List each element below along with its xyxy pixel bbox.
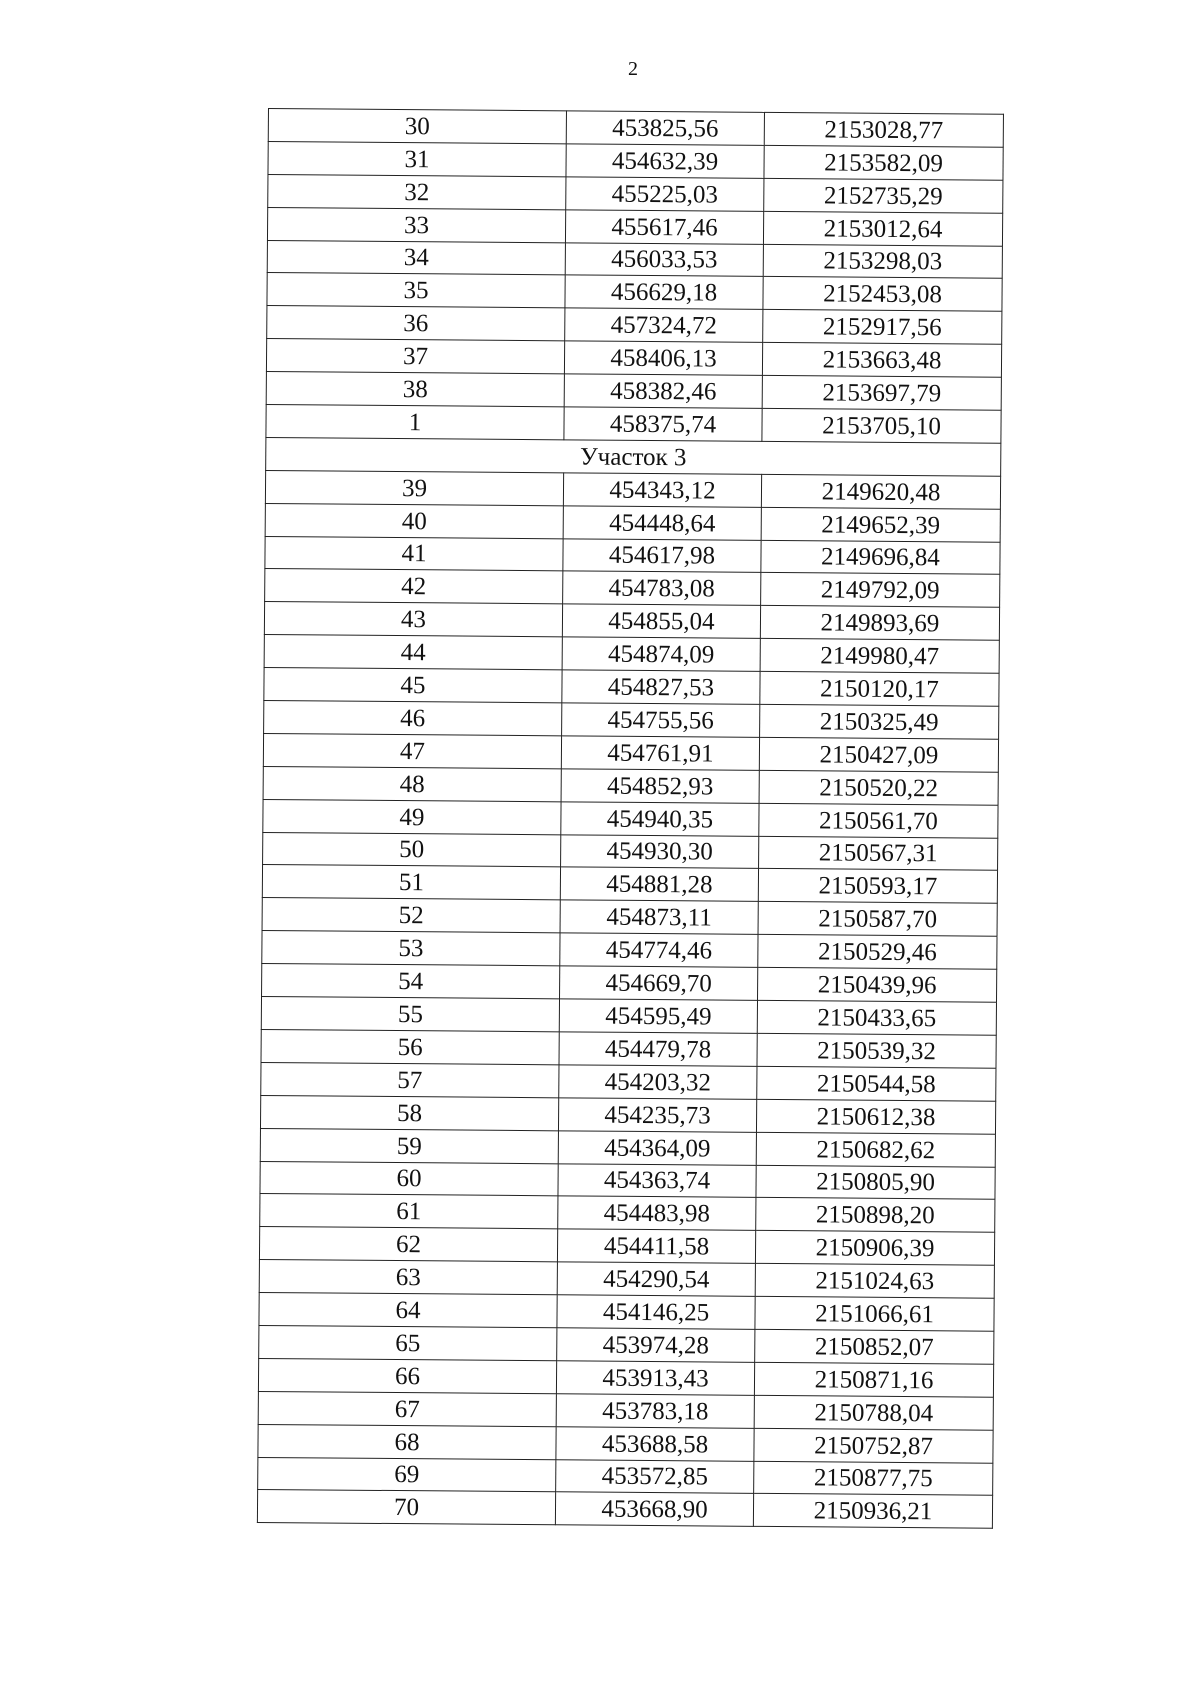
point-number-cell: 61 [260,1194,558,1229]
x-coordinate-cell: 454235,73 [558,1098,756,1132]
x-coordinate-cell: 455617,46 [565,210,763,244]
point-number-cell: 31 [268,141,566,176]
y-coordinate-cell: 2150906,39 [755,1231,994,1266]
y-coordinate-cell: 2150805,90 [756,1165,995,1200]
y-coordinate-cell: 2149792,09 [761,573,1000,608]
y-coordinate-cell: 2149652,39 [761,507,1000,542]
x-coordinate-cell: 453688,58 [556,1426,754,1460]
point-number-cell: 45 [264,668,562,703]
y-coordinate-cell: 2153582,09 [764,145,1003,180]
y-coordinate-cell: 2150427,09 [759,737,998,772]
y-coordinate-cell: 2151066,61 [755,1296,994,1331]
x-coordinate-cell: 454632,39 [566,144,764,178]
x-coordinate-cell: 454669,70 [560,966,758,1000]
y-coordinate-cell: 2149980,47 [760,639,999,674]
y-coordinate-cell: 2150788,04 [754,1395,993,1430]
y-coordinate-cell: 2153012,64 [763,211,1002,246]
point-number-cell: 32 [268,174,566,209]
x-coordinate-cell: 454364,09 [558,1130,756,1164]
y-coordinate-cell: 2153298,03 [763,244,1002,279]
point-number-cell: 66 [258,1358,556,1393]
y-coordinate-cell: 2150529,46 [758,935,997,970]
point-number-cell: 64 [259,1293,557,1328]
x-coordinate-cell: 454363,74 [558,1163,756,1197]
y-coordinate-cell: 2150120,17 [760,672,999,707]
point-number-cell: 52 [262,898,560,933]
y-coordinate-cell: 2153028,77 [764,112,1003,147]
x-coordinate-cell: 453974,28 [557,1328,755,1362]
y-coordinate-cell: 2152453,08 [763,277,1002,312]
point-number-cell: 51 [262,865,560,900]
x-coordinate-cell: 457324,72 [565,308,763,342]
y-coordinate-cell: 2151024,63 [755,1264,994,1299]
page-number: 2 [628,58,638,80]
point-number-cell: 55 [261,997,559,1032]
x-coordinate-cell: 458406,13 [564,341,762,375]
point-number-cell: 62 [259,1227,557,1262]
point-number-cell: 58 [260,1095,558,1130]
point-number-cell: 56 [261,1029,559,1064]
x-coordinate-cell: 454483,98 [558,1196,756,1230]
y-coordinate-cell: 2152917,56 [763,310,1002,345]
point-number-cell: 47 [263,733,561,768]
point-number-cell: 67 [258,1391,556,1426]
y-coordinate-cell: 2153663,48 [762,343,1001,378]
y-coordinate-cell: 2153705,10 [762,408,1001,443]
y-coordinate-cell: 2150612,38 [756,1099,995,1134]
x-coordinate-cell: 453913,43 [556,1361,754,1395]
point-number-cell: 39 [265,470,563,505]
y-coordinate-cell: 2150593,17 [758,869,997,904]
y-coordinate-cell: 2149620,48 [761,474,1000,509]
x-coordinate-cell: 454855,04 [562,604,760,638]
x-coordinate-cell: 454873,11 [560,900,758,934]
y-coordinate-cell: 2150325,49 [760,704,999,739]
x-coordinate-cell: 454595,49 [559,999,757,1033]
coordinates-table [257,108,1004,1529]
point-number-cell: 59 [260,1128,558,1163]
point-number-cell: 38 [266,372,564,407]
x-coordinate-cell: 454774,46 [560,933,758,967]
x-coordinate-cell: 453572,85 [556,1459,754,1493]
point-number-cell: 70 [257,1490,555,1525]
y-coordinate-cell: 2149893,69 [760,606,999,641]
point-number-cell: 53 [262,931,560,966]
y-coordinate-cell: 2150752,87 [754,1428,993,1463]
x-coordinate-cell: 454617,98 [563,538,761,572]
x-coordinate-cell: 453783,18 [556,1394,754,1428]
point-number-cell: 57 [261,1062,559,1097]
y-coordinate-cell: 2150852,07 [755,1329,994,1364]
x-coordinate-cell: 454940,35 [561,802,759,836]
point-number-cell: 68 [258,1424,556,1459]
point-number-cell: 65 [259,1325,557,1360]
y-coordinate-cell: 2150439,96 [758,968,997,1003]
x-coordinate-cell: 454930,30 [561,834,759,868]
y-coordinate-cell: 2150567,31 [759,836,998,871]
point-number-cell: 60 [260,1161,558,1196]
y-coordinate-cell: 2149696,84 [761,540,1000,575]
point-number-cell: 43 [264,602,562,637]
y-coordinate-cell: 2150520,22 [759,770,998,805]
y-coordinate-cell: 2150433,65 [757,1000,996,1035]
y-coordinate-cell: 2150936,21 [753,1494,992,1529]
x-coordinate-cell: 454203,32 [559,1065,757,1099]
x-coordinate-cell: 454783,08 [563,571,761,605]
point-number-cell: 50 [263,832,561,867]
x-coordinate-cell: 454146,25 [557,1295,755,1329]
x-coordinate-cell: 454761,91 [561,736,759,770]
x-coordinate-cell: 453668,90 [555,1492,753,1526]
y-coordinate-cell: 2152735,29 [764,178,1003,213]
point-number-cell: 54 [262,964,560,999]
point-number-cell: 44 [264,635,562,670]
y-coordinate-cell: 2150871,16 [754,1362,993,1397]
x-coordinate-cell: 454755,56 [562,703,760,737]
x-coordinate-cell: 458375,74 [564,407,762,441]
point-number-cell: 63 [259,1260,557,1295]
x-coordinate-cell: 455225,03 [566,177,764,211]
x-coordinate-cell: 454448,64 [563,506,761,540]
table-row [257,1490,992,1529]
y-coordinate-cell: 2150561,70 [759,803,998,838]
point-number-cell: 37 [266,339,564,374]
x-coordinate-cell: 454411,58 [557,1229,755,1263]
x-coordinate-cell: 456629,18 [565,275,763,309]
coordinates-table-body [257,109,1003,1529]
x-coordinate-cell: 454874,09 [562,637,760,671]
point-number-cell: 41 [265,536,563,571]
section-heading: Участок 3 [266,437,1001,476]
x-coordinate-cell: 456033,53 [565,242,763,276]
x-coordinate-cell: 454290,54 [557,1262,755,1296]
point-number-cell: 33 [267,207,565,242]
point-number-cell: 1 [266,405,564,440]
y-coordinate-cell: 2150682,62 [756,1132,995,1167]
x-coordinate-cell: 454479,78 [559,1032,757,1066]
x-coordinate-cell: 454343,12 [563,473,761,507]
y-coordinate-cell: 2153697,79 [762,376,1001,411]
y-coordinate-cell: 2150587,70 [758,902,997,937]
point-number-cell: 35 [267,273,565,308]
y-coordinate-cell: 2150539,32 [757,1033,996,1068]
point-number-cell: 36 [267,306,565,341]
point-number-cell: 34 [267,240,565,275]
point-number-cell: 40 [265,503,563,538]
y-coordinate-cell: 2150877,75 [754,1461,993,1496]
x-coordinate-cell: 454881,28 [560,867,758,901]
x-coordinate-cell: 454827,53 [562,670,760,704]
y-coordinate-cell: 2150898,20 [756,1198,995,1233]
point-number-cell: 48 [263,766,561,801]
point-number-cell: 46 [264,701,562,736]
y-coordinate-cell: 2150544,58 [757,1066,996,1101]
x-coordinate-cell: 454852,93 [561,769,759,803]
x-coordinate-cell: 458382,46 [564,374,762,408]
point-number-cell: 69 [258,1457,556,1492]
point-number-cell: 42 [265,569,563,604]
x-coordinate-cell: 453825,56 [566,111,764,145]
point-number-cell: 30 [268,109,566,144]
point-number-cell: 49 [263,799,561,834]
